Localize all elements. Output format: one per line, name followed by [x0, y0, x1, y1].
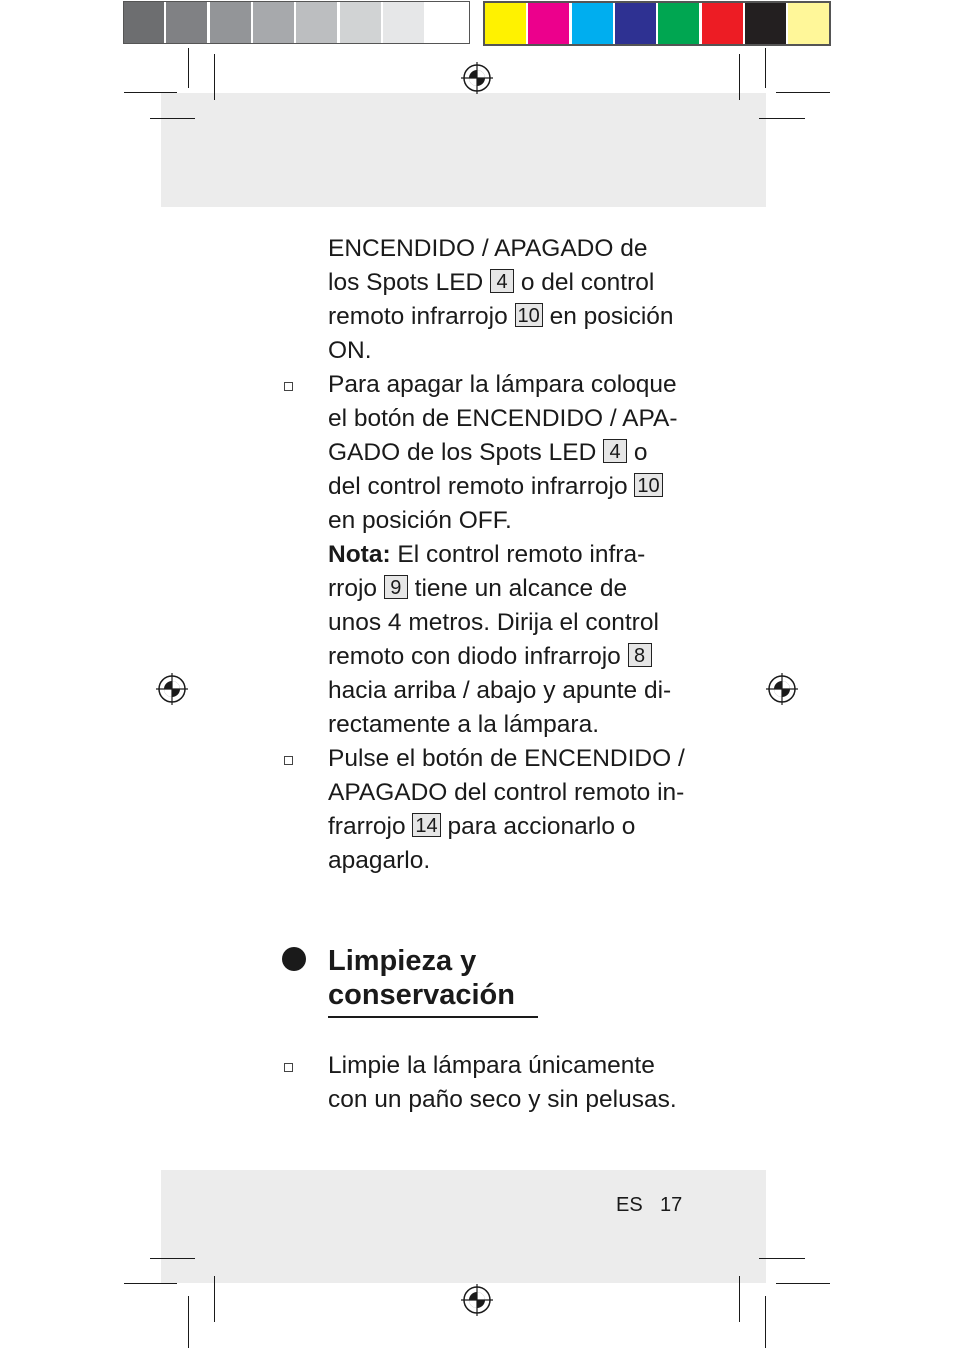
part-reference-number: 10: [634, 473, 662, 497]
text-span: ON.: [328, 337, 372, 364]
instruction-power-off: [328, 368, 678, 742]
registration-mark-icon: [460, 1283, 494, 1317]
text-line: [328, 436, 678, 470]
part-reference-number: 9: [384, 575, 408, 599]
note-label: Nota:: [328, 541, 391, 568]
text-span: apagarlo.: [328, 847, 431, 874]
text-span: con un paño seco y sin pelusas.: [328, 1086, 677, 1113]
text-span: rrojo: [328, 575, 384, 602]
text-span: los Spots LED: [328, 269, 491, 296]
registration-mark-icon: [460, 61, 494, 95]
part-reference-number: 10: [515, 303, 543, 327]
crop-mark: [214, 1276, 215, 1322]
text-line: [328, 1049, 677, 1083]
text-line: [328, 504, 678, 538]
text-span: unos 4 metros. Dirija el control: [328, 609, 659, 636]
checkbox-bullet-icon: [284, 382, 293, 391]
text-line: [328, 844, 685, 878]
page-number: 17: [660, 1194, 683, 1216]
text-span: Para apagar la lámpara coloque: [328, 371, 677, 398]
text-span: el botón de ENCENDIDO / APA-: [328, 405, 678, 432]
text-span: GADO de los Spots LED: [328, 439, 604, 466]
crop-mark: [188, 48, 189, 88]
color-bar-frame: [123, 1, 470, 44]
text-span: en posición: [542, 303, 674, 330]
text-span: o: [627, 439, 648, 466]
section-title: [328, 944, 515, 1012]
crop-mark: [214, 54, 215, 100]
color-bar-frame: [483, 1, 831, 46]
part-reference-number: 14: [412, 813, 440, 837]
text-span: hacia arriba / abajo y apunte di-: [328, 677, 672, 704]
text-span: remoto infrarrojo: [328, 303, 515, 330]
text-line: [328, 334, 674, 368]
part-reference-number: 4: [603, 439, 627, 463]
paragraph-continued: [328, 232, 674, 368]
text-line: [328, 300, 674, 334]
text-line: [328, 708, 678, 742]
text-span: para accionarlo o: [440, 813, 636, 840]
crop-mark: [776, 1283, 830, 1284]
text-span: APAGADO del control remoto in-: [328, 779, 685, 806]
crop-mark: [765, 48, 766, 88]
text-line: [328, 368, 678, 402]
text-line: [328, 538, 678, 572]
text-line: [328, 470, 678, 504]
section-title-line: Limpieza y: [328, 945, 477, 977]
crop-mark: [765, 1296, 766, 1348]
text-span: del control remoto infrarrojo: [328, 473, 635, 500]
header-band: [161, 93, 766, 207]
crop-mark: [150, 1258, 195, 1259]
checkbox-bullet-icon: [284, 756, 293, 765]
section-bullet-icon: [282, 947, 306, 971]
text-line: [328, 232, 674, 266]
text-line: [328, 674, 678, 708]
text-span: El control remoto infra-: [390, 541, 646, 568]
text-span: tiene un alcance de: [407, 575, 628, 602]
text-line: [328, 810, 685, 844]
text-span: en posición OFF.: [328, 507, 512, 534]
registration-mark-icon: [765, 672, 799, 706]
part-reference-number: 4: [490, 269, 514, 293]
crop-mark: [759, 118, 805, 119]
crop-mark: [759, 1258, 805, 1259]
footer-language: ES: [616, 1194, 643, 1216]
crop-mark: [739, 54, 740, 100]
text-span: Limpie la lámpara únicamente: [328, 1052, 655, 1079]
registration-mark-icon: [155, 672, 189, 706]
text-span: remoto con diodo infrarrojo: [328, 643, 628, 670]
text-line: [328, 1083, 677, 1117]
checkbox-bullet-icon: [284, 1063, 293, 1072]
text-line: [328, 402, 678, 436]
footer-band: [161, 1170, 766, 1283]
text-span: rectamente a la lámpara.: [328, 711, 599, 738]
crop-mark: [776, 92, 830, 93]
text-span: frarrojo: [328, 813, 413, 840]
instruction-remote-power: [328, 742, 685, 878]
section-title-underline: [328, 1016, 538, 1018]
section-title-line: conservación: [328, 979, 515, 1011]
text-line: [328, 266, 674, 300]
text-line: [328, 606, 678, 640]
crop-mark: [150, 118, 195, 119]
part-reference-number: 8: [628, 643, 652, 667]
crop-mark: [124, 92, 177, 93]
crop-mark: [739, 1276, 740, 1322]
instruction-cleaning: [328, 1049, 677, 1117]
text-span: Pulse el botón de ENCENDIDO /: [328, 745, 685, 772]
text-line: [328, 742, 685, 776]
crop-mark: [124, 1283, 177, 1284]
text-span: ENCENDIDO / APAGADO de: [328, 235, 648, 262]
text-line: [328, 776, 685, 810]
text-line: [328, 572, 678, 606]
text-line: [328, 640, 678, 674]
crop-mark: [188, 1296, 189, 1348]
text-span: o del control: [514, 269, 655, 296]
